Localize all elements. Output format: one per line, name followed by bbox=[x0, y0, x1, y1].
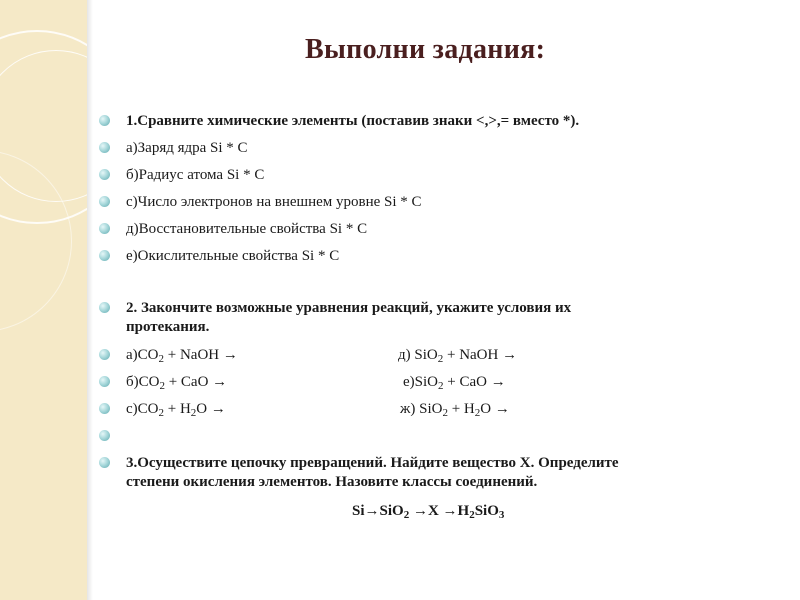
reaction-left: $б)CO_2$ + CaO → bbox=[126, 374, 228, 392]
bullet-icon bbox=[99, 115, 110, 126]
decorative-side-panel bbox=[0, 0, 87, 600]
transformation-chain: $Si\to SiO_2 \to X \to H_2SiO_3$ bbox=[352, 503, 505, 521]
task3-heading-line2: степени окисления элементов. Назовите классы соединений. bbox=[126, 474, 538, 490]
reaction-row bbox=[126, 400, 546, 418]
task2-heading-line2: протекания. bbox=[126, 319, 210, 335]
bullet-icon bbox=[99, 376, 110, 387]
reaction-row bbox=[126, 346, 546, 364]
bullet-icon bbox=[99, 457, 110, 468]
task1-heading: 1.Сравните химические элементы (поставив знаки <,>,= вместо *). bbox=[126, 113, 580, 129]
bullet-icon bbox=[99, 196, 110, 207]
bullet-icon bbox=[99, 430, 110, 441]
panel-divider bbox=[87, 0, 93, 600]
reaction-left: $а)CO_2$ + NaOH → bbox=[126, 347, 238, 365]
reaction-right: д) SiO$_2$ + NaOH → bbox=[398, 347, 518, 365]
slide-title: Выполни задания: bbox=[305, 34, 546, 65]
bullet-icon bbox=[99, 403, 110, 414]
task3-heading-line1: 3.Осуществите цепочку превращений. Найдите вещество X. Определите bbox=[126, 455, 619, 471]
bullet-icon bbox=[99, 169, 110, 180]
bullet-icon bbox=[99, 142, 110, 153]
bullet-icon bbox=[99, 349, 110, 360]
reaction-right: ж) $SiO_2 + H_2O$ → bbox=[400, 401, 510, 419]
task1-item: а)Заряд ядра Si * C bbox=[126, 140, 248, 156]
task1-item: д)Восстановительные свойства Si * C bbox=[126, 221, 368, 237]
reaction-right: е)SiO$_2$ + CaO → bbox=[403, 374, 506, 392]
bullet-icon bbox=[99, 223, 110, 234]
bullet-icon bbox=[99, 250, 110, 261]
task1-item: е)Окислительные свойства Si * C bbox=[126, 248, 340, 264]
task2-heading-line1: 2. Закончите возможные уравнения реакций, укажите условия их bbox=[126, 300, 572, 316]
reaction-left: $с)CO_2 + H_2O$ → bbox=[126, 401, 226, 419]
reaction-row bbox=[126, 373, 546, 391]
bullet-icon bbox=[99, 302, 110, 313]
task1-item: б)Радиус атома Si * C bbox=[126, 167, 265, 183]
task1-item: с)Число электронов на внешнем уровне Si * C bbox=[126, 194, 422, 210]
